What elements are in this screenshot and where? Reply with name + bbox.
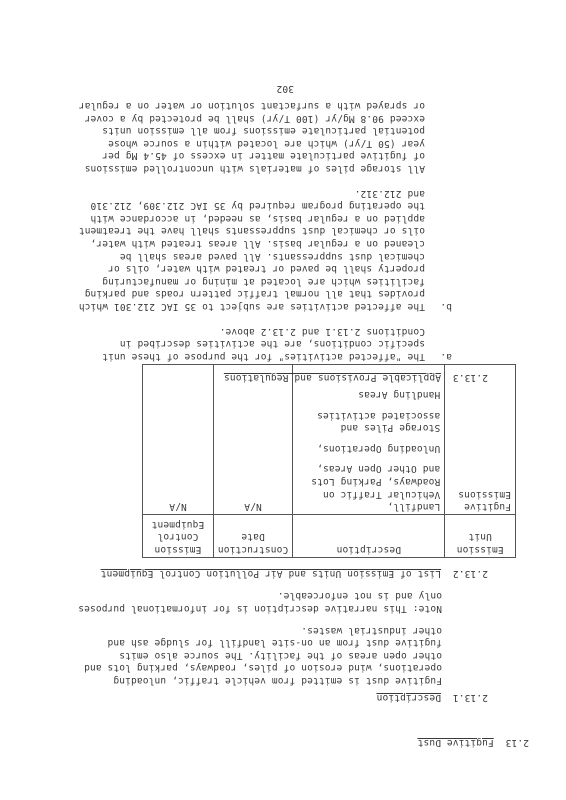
table-row bbox=[143, 365, 516, 515]
column-header: Construction Date bbox=[213, 515, 292, 558]
note-line: only and is not enforceable. bbox=[277, 590, 442, 602]
subsection-number: 2.13.1 bbox=[452, 692, 488, 703]
subsection-title: List of Emission Units and Air Pollution Control Equipment bbox=[100, 568, 442, 579]
column-header: Emission Unit bbox=[445, 515, 516, 558]
table-cell-description: Landfill, Vehicular Traffic on Roadways, Parking Lots and Other Open Areas, Unloading Operations, Storage Piles and associated activities Handling Areas bbox=[293, 365, 445, 515]
table-cell-date: N/A bbox=[213, 365, 292, 515]
subsection-emission-units-header bbox=[101, 566, 488, 579]
subsection-description-header bbox=[376, 690, 488, 703]
subsection-title: Description bbox=[376, 692, 442, 703]
description-paragraph bbox=[84, 623, 442, 686]
item-c-text: All storage piles of materials with uncontrolled emissions of fugitive particulate matter in excess of 45.4 Mg per year (50 T/yr) which are located within a source whose potential particulate emissions from all emission units exceed 90.8 Mg/yr (100 T/yr) shall be protected by a cover or sprayed with a surfactant solution or water on a regular bbox=[78, 100, 425, 174]
item-a-label: a. bbox=[440, 351, 452, 362]
subsection-number: 2.13.3 bbox=[452, 372, 488, 383]
item-a-text: The "affected activities" for the purpose of these unit specific conditions, are the activities described in Conditions 2.13.1 and 2.13.2 above. bbox=[102, 325, 425, 362]
paragraph-line: other open areas of the facility. The source also emits bbox=[119, 649, 442, 661]
paragraph-line: operations, wind erosion of piles, roadways, parking lots and bbox=[83, 662, 442, 674]
page-number: 302 bbox=[276, 83, 294, 94]
item-b-label: b. bbox=[440, 301, 452, 312]
note-line: Note: This narrative description is for informational purposes bbox=[78, 603, 442, 614]
table-header-row bbox=[143, 515, 516, 558]
subsection-provisions-header bbox=[224, 370, 488, 383]
paragraph-line: fugitive dust from an on-site landfill for sludge ash and bbox=[107, 637, 442, 649]
subsection-title: Applicable Provisions and Regulations bbox=[223, 372, 442, 383]
table-cell-control: N/A bbox=[143, 365, 214, 515]
section-header bbox=[417, 735, 529, 748]
column-header: Description bbox=[293, 515, 445, 558]
paragraph-line: other industrial wastes. bbox=[301, 624, 442, 636]
item-b-text: The affected activities are subject to 35 IAC 212.301 which provides that all normal traffic pattern roads and parking facilities which are located at mining or manufacturing property shall be paved or treated with water, oils or chemical dust suppressants. All paved areas shall be cleaned on a regular basis. All areas treated with water, oils or chemical dust suppressants shall have the treatment applied on a regular basis, as needed, in accordance with the operating program required by 35 IAC 212.309, 212.310 and 212.312. bbox=[78, 187, 425, 312]
table-cell-unit: Fugitive Emissions bbox=[445, 365, 516, 515]
section-title: Fugitive Dust bbox=[417, 737, 494, 748]
paragraph-line: Fugitive dust is emitted from vehicle traffic, unloading bbox=[113, 675, 442, 686]
section-number: 2.13 bbox=[505, 737, 529, 748]
subsection-number: 2.13.2 bbox=[452, 568, 488, 579]
emission-units-table bbox=[142, 364, 516, 558]
note-paragraph bbox=[78, 589, 442, 614]
column-header: Emission Control Equipment bbox=[143, 515, 214, 558]
